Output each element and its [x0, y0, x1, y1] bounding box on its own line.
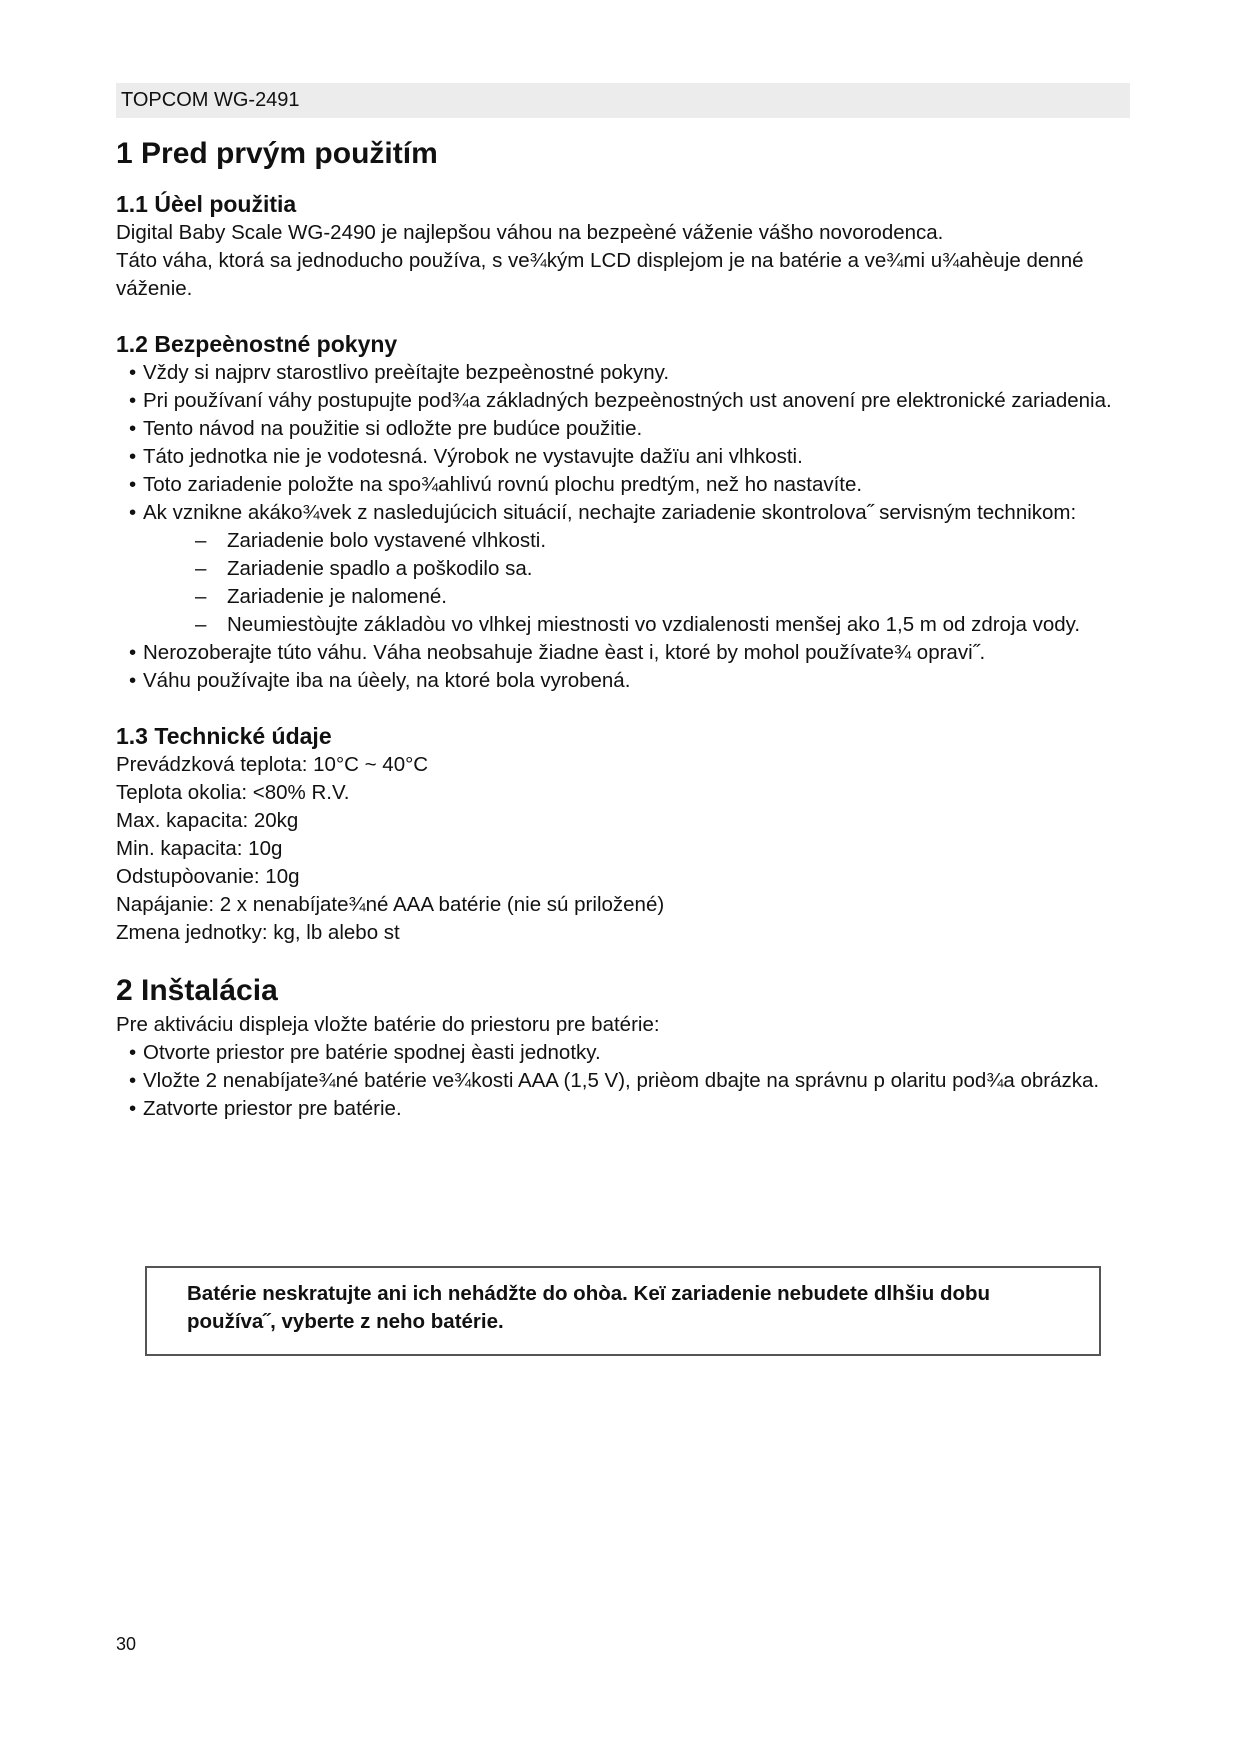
- list-item: • Otvorte priestor pre batérie spodnej èasti jednotky.: [116, 1039, 1116, 1067]
- safety-list: [116, 359, 1116, 695]
- list-item: • Váhu používajte iba na úèely, na ktoré bola vyrobená.: [116, 667, 1116, 695]
- list-item: • Zatvorte priestor pre batérie.: [116, 1095, 1116, 1123]
- header-title: TOPCOM WG-2491: [121, 89, 300, 111]
- sub-list-item: – Zariadenie bolo vystavené vlhkosti.: [116, 527, 1116, 555]
- section-2-title: 2 Inštalácia: [116, 974, 278, 1007]
- sub-list-item: – Zariadenie spadlo a poškodilo sa.: [116, 555, 1116, 583]
- spec-line: Zmena jednotky: kg, lb alebo st: [116, 921, 400, 944]
- spec-line: Min. kapacita: 10g: [116, 837, 283, 860]
- list-item: • Táto jednotka nie je vodotesná. Výrobok ne vystavujte dažïu ani vlhkosti.: [116, 443, 1116, 471]
- warning-box: [145, 1266, 1101, 1356]
- sub-list-item: – Zariadenie je nalomené.: [116, 583, 1116, 611]
- paragraph: Digital Baby Scale WG-2490 je najlepšou váhou na bezpeèné váženie vášho novorodenca.: [116, 221, 944, 244]
- spec-line: Max. kapacita: 20kg: [116, 809, 299, 832]
- spec-line: Teplota okolia: <80% R.V.: [116, 781, 350, 804]
- page-content: [116, 136, 1116, 1123]
- list-item: • Nerozoberajte túto váhu. Váha neobsahuje žiadne èast i, ktoré by mohol používate¾ opravi˝.: [116, 639, 1116, 667]
- section-1-title: 1 Pred prvým použitím: [116, 137, 438, 170]
- list-item: • Pri používaní váhy postupujte pod¾a základných bezpeènostných ust anovení pre elektronické zariadenia.: [116, 387, 1116, 415]
- spec-line: Napájanie: 2 x nenabíjate¾né AAA batérie (nie sú priložené): [116, 893, 665, 916]
- section-1-2-title: 1.2 Bezpeènostné pokyny: [116, 331, 398, 357]
- document-header: [116, 83, 1130, 118]
- paragraph: Pre aktiváciu displeja vložte batérie do priestoru pre batérie:: [116, 1013, 660, 1036]
- paragraph: Táto váha, ktorá sa jednoducho používa, s ve¾kým LCD displejom je na batérie a ve¾mi u¾ahèuje denné váženie.: [116, 249, 1084, 300]
- list-item: • Ak vznikne akáko¾vek z nasledujúcich situácií, nechajte zariadenie skontrolova˝ servisným technikom:: [116, 499, 1116, 527]
- spec-line: Prevádzková teplota: 10°C ~ 40°C: [116, 753, 429, 776]
- list-item: • Vložte 2 nenabíjate¾né batérie ve¾kosti AAA (1,5 V), prièom dbajte na správnu p olaritu pod¾a obrázka.: [116, 1067, 1116, 1095]
- installation-list: [116, 1039, 1116, 1123]
- spec-line: Odstupòovanie: 10g: [116, 865, 300, 888]
- page-number: 30: [116, 1634, 137, 1654]
- list-item: • Toto zariadenie položte na spo¾ahlivú rovnú plochu predtým, než ho nastavíte.: [116, 471, 1116, 499]
- section-1-1-title: 1.1 Úèel použitia: [116, 191, 297, 217]
- list-item: • Tento návod na použitie si odložte pre budúce použitie.: [116, 415, 1116, 443]
- section-1-3-title: 1.3 Technické údaje: [116, 723, 332, 749]
- warning-text: Batérie neskratujte ani ich nehádžte do ohòa. Keï zariadenie nebudete dlhšiu dobu používa˝, vyberte z neho batérie.: [187, 1282, 991, 1333]
- list-item: • Vždy si najprv starostlivo preèítajte bezpeènostné pokyny.: [116, 359, 1116, 387]
- sub-list-item: – Neumiestòujte základòu vo vlhkej miestnosti vo vzdialenosti menšej ako 1,5 m od zdroja vody.: [116, 611, 1116, 639]
